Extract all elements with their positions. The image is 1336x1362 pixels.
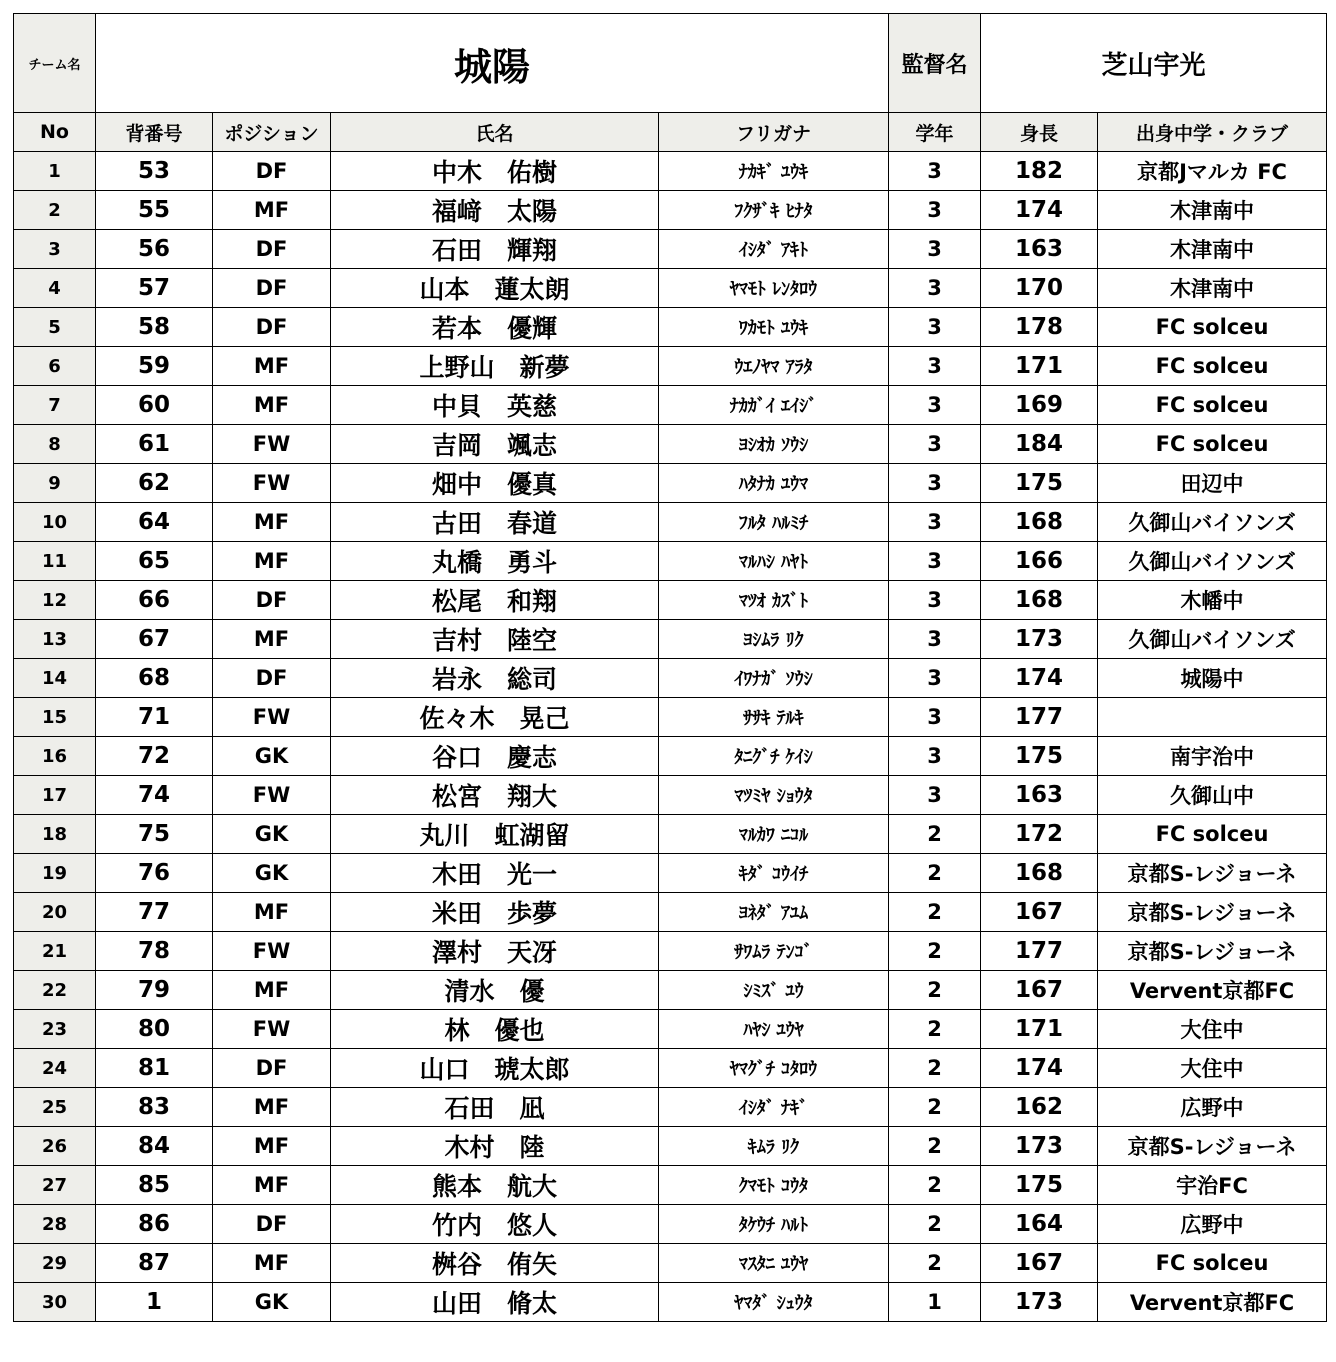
player-height: 175 (981, 464, 1098, 503)
header-name: 氏名 (331, 113, 659, 152)
player-no: 18 (14, 815, 96, 854)
header-no: No (14, 113, 96, 152)
header-grade: 学年 (889, 113, 981, 152)
table-row (14, 1283, 1327, 1322)
header-position: ポジション (213, 113, 331, 152)
player-number: 77 (96, 893, 213, 932)
player-kana: ﾔﾏﾀﾞ ｼｭｳﾀ (659, 1283, 889, 1322)
player-grade: 3 (889, 464, 981, 503)
player-number: 67 (96, 620, 213, 659)
player-club: 木津南中 (1098, 269, 1327, 308)
player-no: 5 (14, 308, 96, 347)
player-name: 竹内 悠人 (331, 1205, 659, 1244)
player-number: 76 (96, 854, 213, 893)
player-height: 182 (981, 152, 1098, 191)
player-height: 174 (981, 1049, 1098, 1088)
table-row (14, 659, 1327, 698)
player-club: 木幡中 (1098, 581, 1327, 620)
player-name: 岩永 総司 (331, 659, 659, 698)
player-height: 164 (981, 1205, 1098, 1244)
player-grade: 3 (889, 620, 981, 659)
player-grade: 3 (889, 230, 981, 269)
header-club: 出身中学・クラブ (1098, 113, 1327, 152)
player-club: FC solceu (1098, 1244, 1327, 1283)
player-name: 松尾 和翔 (331, 581, 659, 620)
player-grade: 3 (889, 308, 981, 347)
player-club: FC solceu (1098, 308, 1327, 347)
player-position: FW (213, 425, 331, 464)
table-row (14, 152, 1327, 191)
player-height: 173 (981, 620, 1098, 659)
player-kana: ﾀｹｳﾁ ﾊﾙﾄ (659, 1205, 889, 1244)
player-club: FC solceu (1098, 386, 1327, 425)
player-no: 4 (14, 269, 96, 308)
player-number: 64 (96, 503, 213, 542)
player-no: 29 (14, 1244, 96, 1283)
player-no: 28 (14, 1205, 96, 1244)
player-grade: 3 (889, 737, 981, 776)
player-name: 熊本 航大 (331, 1166, 659, 1205)
player-club: 大住中 (1098, 1049, 1327, 1088)
table-row (14, 386, 1327, 425)
player-grade: 3 (889, 503, 981, 542)
player-no: 20 (14, 893, 96, 932)
player-no: 30 (14, 1283, 96, 1322)
player-club: 久御山バイソンズ (1098, 620, 1327, 659)
player-club: 宇治FC (1098, 1166, 1327, 1205)
player-no: 11 (14, 542, 96, 581)
player-no: 22 (14, 971, 96, 1010)
player-name: 畑中 優真 (331, 464, 659, 503)
player-height: 173 (981, 1283, 1098, 1322)
player-club: 京都S-レジョーネ (1098, 854, 1327, 893)
player-no: 10 (14, 503, 96, 542)
player-number: 87 (96, 1244, 213, 1283)
player-height: 177 (981, 932, 1098, 971)
player-number: 81 (96, 1049, 213, 1088)
player-position: FW (213, 698, 331, 737)
player-club: 城陽中 (1098, 659, 1327, 698)
table-row (14, 893, 1327, 932)
player-kana: ﾏｽﾀﾆ ﾕｳﾔ (659, 1244, 889, 1283)
table-row (14, 347, 1327, 386)
player-kana: ｷﾑﾗ ﾘｸ (659, 1127, 889, 1166)
player-name: 中木 佑樹 (331, 152, 659, 191)
table-row (14, 815, 1327, 854)
player-position: MF (213, 1088, 331, 1127)
player-grade: 3 (889, 152, 981, 191)
player-grade: 3 (889, 425, 981, 464)
player-name: 福﨑 太陽 (331, 191, 659, 230)
player-club: 京都S-レジョーネ (1098, 893, 1327, 932)
player-kana: ﾏﾂﾐﾔ ｼｮｳﾀ (659, 776, 889, 815)
player-position: MF (213, 620, 331, 659)
player-name: 吉岡 颯志 (331, 425, 659, 464)
player-club: Vervent京都FC (1098, 1283, 1327, 1322)
player-club: 久御山バイソンズ (1098, 542, 1327, 581)
player-no: 14 (14, 659, 96, 698)
player-no: 15 (14, 698, 96, 737)
player-club: 京都Jマルカ FC (1098, 152, 1327, 191)
player-name: 清水 優 (331, 971, 659, 1010)
table-row (14, 581, 1327, 620)
player-grade: 2 (889, 1205, 981, 1244)
player-number: 78 (96, 932, 213, 971)
player-name: 桝谷 侑矢 (331, 1244, 659, 1283)
player-position: DF (213, 581, 331, 620)
player-no: 25 (14, 1088, 96, 1127)
player-height: 172 (981, 815, 1098, 854)
player-number: 74 (96, 776, 213, 815)
table-row (14, 1010, 1327, 1049)
team-name: 城陽 (96, 14, 889, 113)
team-info-row (14, 14, 1327, 113)
player-height: 173 (981, 1127, 1098, 1166)
column-header-row (14, 113, 1327, 152)
table-row (14, 425, 1327, 464)
player-height: 174 (981, 191, 1098, 230)
player-number: 57 (96, 269, 213, 308)
player-no: 19 (14, 854, 96, 893)
table-row (14, 464, 1327, 503)
player-no: 16 (14, 737, 96, 776)
player-name: 澤村 天冴 (331, 932, 659, 971)
player-position: MF (213, 893, 331, 932)
player-height: 178 (981, 308, 1098, 347)
player-club: 木津南中 (1098, 191, 1327, 230)
player-height: 174 (981, 659, 1098, 698)
player-grade: 2 (889, 1166, 981, 1205)
table-row (14, 503, 1327, 542)
player-height: 167 (981, 971, 1098, 1010)
player-grade: 2 (889, 932, 981, 971)
player-kana: ｼﾐｽﾞ ﾕｳ (659, 971, 889, 1010)
player-name: 石田 凪 (331, 1088, 659, 1127)
player-number: 58 (96, 308, 213, 347)
player-grade: 2 (889, 815, 981, 854)
player-no: 26 (14, 1127, 96, 1166)
player-kana: ﾖﾈﾀﾞ ｱﾕﾑ (659, 893, 889, 932)
player-height: 167 (981, 1244, 1098, 1283)
player-position: MF (213, 1244, 331, 1283)
player-position: MF (213, 386, 331, 425)
player-name: 谷口 慶志 (331, 737, 659, 776)
player-height: 175 (981, 1166, 1098, 1205)
table-row (14, 191, 1327, 230)
table-row (14, 620, 1327, 659)
player-kana: ﾔﾏﾓﾄ ﾚﾝﾀﾛｳ (659, 269, 889, 308)
player-grade: 2 (889, 1127, 981, 1166)
player-grade: 1 (889, 1283, 981, 1322)
roster-table (13, 13, 1327, 1322)
player-club: 大住中 (1098, 1010, 1327, 1049)
player-club: 京都S-レジョーネ (1098, 932, 1327, 971)
player-club: 田辺中 (1098, 464, 1327, 503)
player-kana: ﾔﾏｸﾞﾁ ｺﾀﾛｳ (659, 1049, 889, 1088)
table-row (14, 971, 1327, 1010)
player-kana: ﾜｶﾓﾄ ﾕｳｷ (659, 308, 889, 347)
header-height: 身長 (981, 113, 1098, 152)
coach-name: 芝山宇光 (981, 14, 1327, 113)
player-grade: 3 (889, 698, 981, 737)
player-number: 79 (96, 971, 213, 1010)
player-position: MF (213, 347, 331, 386)
player-position: GK (213, 737, 331, 776)
player-grade: 3 (889, 776, 981, 815)
player-no: 27 (14, 1166, 96, 1205)
player-height: 167 (981, 893, 1098, 932)
table-row (14, 1166, 1327, 1205)
player-position: MF (213, 971, 331, 1010)
player-name: 古田 春道 (331, 503, 659, 542)
player-number: 72 (96, 737, 213, 776)
player-height: 162 (981, 1088, 1098, 1127)
table-row (14, 308, 1327, 347)
player-position: MF (213, 542, 331, 581)
player-grade: 2 (889, 1049, 981, 1088)
player-number: 83 (96, 1088, 213, 1127)
table-row (14, 776, 1327, 815)
player-height: 168 (981, 503, 1098, 542)
player-grade: 3 (889, 191, 981, 230)
player-number: 1 (96, 1283, 213, 1322)
player-position: MF (213, 503, 331, 542)
player-no: 3 (14, 230, 96, 269)
player-grade: 2 (889, 893, 981, 932)
player-name: 木村 陸 (331, 1127, 659, 1166)
player-kana: ﾖｼｵｶ ｿｳｼ (659, 425, 889, 464)
player-kana: ｲﾜﾅｶﾞ ｿｳｼ (659, 659, 889, 698)
table-row (14, 1088, 1327, 1127)
player-kana: ｻﾜﾑﾗ ﾃﾝｺﾞ (659, 932, 889, 971)
player-height: 163 (981, 230, 1098, 269)
player-position: MF (213, 1127, 331, 1166)
player-number: 75 (96, 815, 213, 854)
player-grade: 2 (889, 1244, 981, 1283)
player-height: 171 (981, 347, 1098, 386)
player-grade: 3 (889, 659, 981, 698)
player-number: 80 (96, 1010, 213, 1049)
player-number: 71 (96, 698, 213, 737)
player-position: GK (213, 1283, 331, 1322)
player-kana: ﾏﾙｶﾜ ﾆｺﾙ (659, 815, 889, 854)
player-number: 53 (96, 152, 213, 191)
player-no: 23 (14, 1010, 96, 1049)
player-position: FW (213, 1010, 331, 1049)
player-height: 163 (981, 776, 1098, 815)
player-grade: 3 (889, 347, 981, 386)
player-kana: ﾌﾙﾀ ﾊﾙﾐﾁ (659, 503, 889, 542)
header-number: 背番号 (96, 113, 213, 152)
player-grade: 3 (889, 581, 981, 620)
player-number: 62 (96, 464, 213, 503)
player-name: 松宮 翔大 (331, 776, 659, 815)
player-kana: ﾅｶｶﾞｲ ｴｲｼﾞ (659, 386, 889, 425)
table-row (14, 737, 1327, 776)
player-position: FW (213, 464, 331, 503)
player-no: 12 (14, 581, 96, 620)
player-grade: 2 (889, 854, 981, 893)
player-grade: 3 (889, 386, 981, 425)
player-kana: ｲｼﾀﾞ ﾅｷﾞ (659, 1088, 889, 1127)
player-kana: ﾊﾀﾅｶ ﾕｳﾏ (659, 464, 889, 503)
player-grade: 3 (889, 542, 981, 581)
player-name: 林 優也 (331, 1010, 659, 1049)
player-number: 59 (96, 347, 213, 386)
player-club: 久御山中 (1098, 776, 1327, 815)
player-position: GK (213, 815, 331, 854)
player-number: 60 (96, 386, 213, 425)
player-position: FW (213, 776, 331, 815)
player-no: 13 (14, 620, 96, 659)
player-kana: ﾌｸｻﾞｷ ﾋﾅﾀ (659, 191, 889, 230)
player-position: DF (213, 269, 331, 308)
player-number: 55 (96, 191, 213, 230)
player-no: 7 (14, 386, 96, 425)
player-club: FC solceu (1098, 815, 1327, 854)
player-club: 南宇治中 (1098, 737, 1327, 776)
player-height: 171 (981, 1010, 1098, 1049)
player-club (1098, 698, 1327, 737)
player-club: 久御山バイソンズ (1098, 503, 1327, 542)
player-club: 木津南中 (1098, 230, 1327, 269)
player-name: 吉村 陸空 (331, 620, 659, 659)
table-row (14, 932, 1327, 971)
player-height: 184 (981, 425, 1098, 464)
player-kana: ｸﾏﾓﾄ ｺｳﾀ (659, 1166, 889, 1205)
player-name: 山本 蓮太朗 (331, 269, 659, 308)
player-no: 17 (14, 776, 96, 815)
player-name: 中貝 英慈 (331, 386, 659, 425)
player-kana: ｻｻｷ ﾃﾙｷ (659, 698, 889, 737)
player-name: 若本 優輝 (331, 308, 659, 347)
player-name: 丸川 虹湖留 (331, 815, 659, 854)
player-no: 9 (14, 464, 96, 503)
player-kana: ﾏﾙﾊｼ ﾊﾔﾄ (659, 542, 889, 581)
player-position: DF (213, 230, 331, 269)
player-name: 山口 琥太郎 (331, 1049, 659, 1088)
player-kana: ﾊﾔｼ ﾕｳﾔ (659, 1010, 889, 1049)
player-position: DF (213, 152, 331, 191)
player-club: FC solceu (1098, 347, 1327, 386)
player-number: 86 (96, 1205, 213, 1244)
player-number: 66 (96, 581, 213, 620)
table-row (14, 269, 1327, 308)
table-row (14, 854, 1327, 893)
player-grade: 2 (889, 1010, 981, 1049)
player-kana: ｷﾀﾞ ｺｳｲﾁ (659, 854, 889, 893)
player-no: 21 (14, 932, 96, 971)
player-kana: ｲｼﾀﾞ ｱｷﾄ (659, 230, 889, 269)
player-position: MF (213, 191, 331, 230)
table-row (14, 1244, 1327, 1283)
player-position: FW (213, 932, 331, 971)
table-row (14, 698, 1327, 737)
player-grade: 3 (889, 269, 981, 308)
player-name: 木田 光一 (331, 854, 659, 893)
player-number: 68 (96, 659, 213, 698)
table-row (14, 542, 1327, 581)
player-position: DF (213, 1049, 331, 1088)
player-kana: ﾀﾆｸﾞﾁ ｹｲｼ (659, 737, 889, 776)
player-height: 168 (981, 581, 1098, 620)
player-kana: ﾏﾂｵ ｶｽﾞﾄ (659, 581, 889, 620)
player-name: 佐々木 晃己 (331, 698, 659, 737)
player-club: FC solceu (1098, 425, 1327, 464)
player-kana: ﾖｼﾑﾗ ﾘｸ (659, 620, 889, 659)
player-club: Vervent京都FC (1098, 971, 1327, 1010)
player-height: 170 (981, 269, 1098, 308)
player-number: 56 (96, 230, 213, 269)
table-row (14, 1049, 1327, 1088)
player-number: 65 (96, 542, 213, 581)
player-height: 169 (981, 386, 1098, 425)
table-row (14, 1127, 1327, 1166)
coach-label: 監督名 (889, 14, 981, 113)
player-number: 61 (96, 425, 213, 464)
table-row (14, 1205, 1327, 1244)
player-position: MF (213, 1166, 331, 1205)
player-position: DF (213, 1205, 331, 1244)
player-grade: 2 (889, 971, 981, 1010)
player-name: 上野山 新夢 (331, 347, 659, 386)
player-position: DF (213, 308, 331, 347)
player-position: GK (213, 854, 331, 893)
table-row (14, 230, 1327, 269)
player-no: 6 (14, 347, 96, 386)
player-name: 石田 輝翔 (331, 230, 659, 269)
player-no: 24 (14, 1049, 96, 1088)
player-number: 85 (96, 1166, 213, 1205)
player-kana: ｳｴﾉﾔﾏ ｱﾗﾀ (659, 347, 889, 386)
player-no: 2 (14, 191, 96, 230)
player-height: 168 (981, 854, 1098, 893)
player-club: 京都S-レジョーネ (1098, 1127, 1327, 1166)
player-position: DF (213, 659, 331, 698)
player-height: 166 (981, 542, 1098, 581)
player-height: 175 (981, 737, 1098, 776)
header-kana: フリガナ (659, 113, 889, 152)
player-club: 広野中 (1098, 1205, 1327, 1244)
team-label: チーム名 (14, 14, 96, 113)
player-number: 84 (96, 1127, 213, 1166)
player-height: 177 (981, 698, 1098, 737)
player-kana: ﾅｶｷﾞ ﾕｳｷ (659, 152, 889, 191)
player-name: 米田 歩夢 (331, 893, 659, 932)
player-no: 1 (14, 152, 96, 191)
player-name: 山田 脩太 (331, 1283, 659, 1322)
player-club: 広野中 (1098, 1088, 1327, 1127)
player-no: 8 (14, 425, 96, 464)
player-name: 丸橋 勇斗 (331, 542, 659, 581)
player-grade: 2 (889, 1088, 981, 1127)
